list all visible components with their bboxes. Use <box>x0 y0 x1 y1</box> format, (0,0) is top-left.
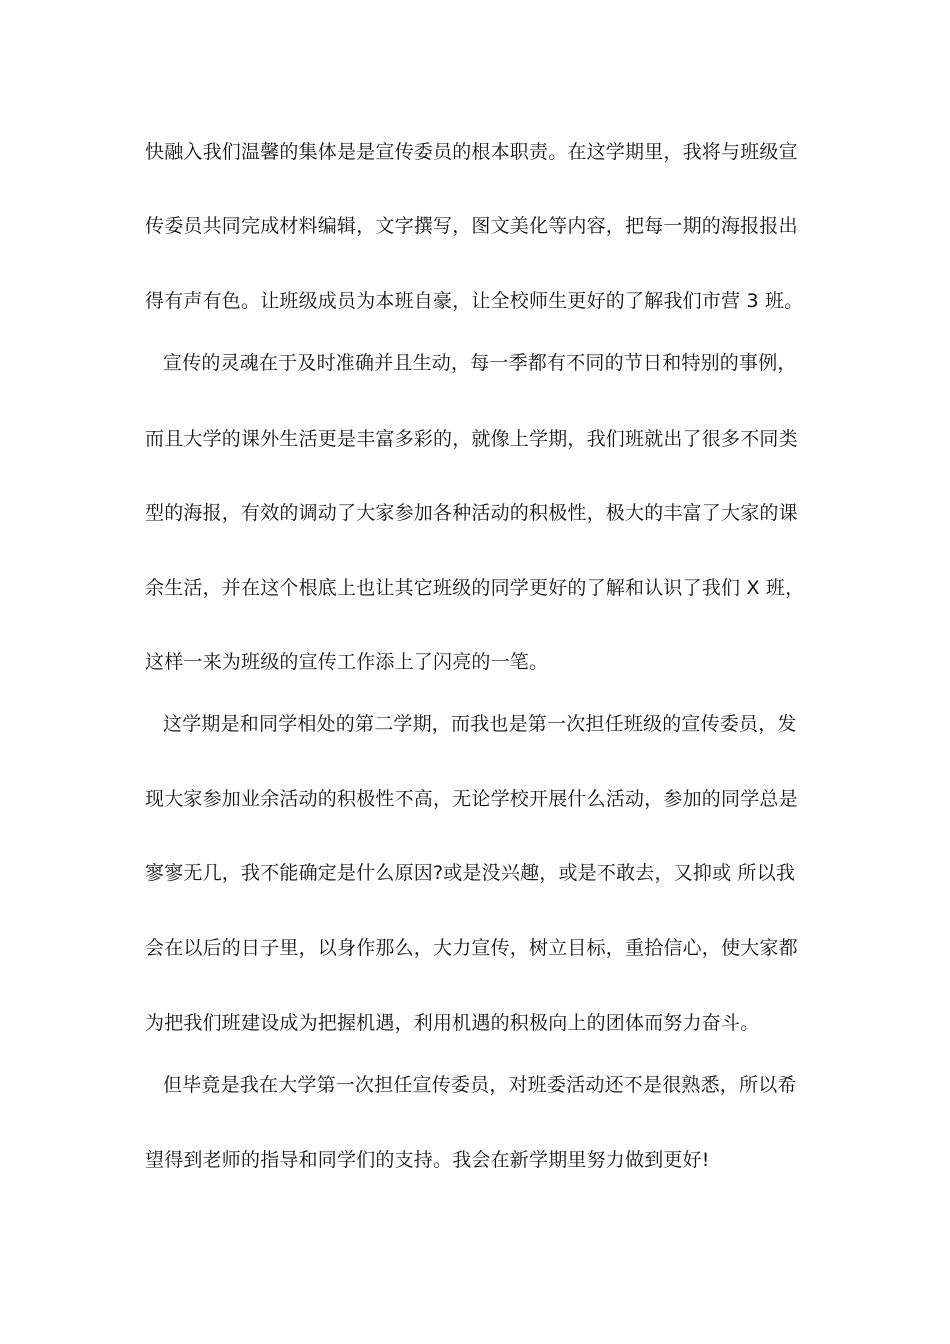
paragraph-line: 传委员共同完成材料编辑，文字撰写，图文美化等内容，把每一期的海报报出 <box>145 215 798 237</box>
paragraph-line: 而且大学的课外生活更是丰富多彩的，就像上学期，我们班就出了很多不同类 <box>145 428 798 450</box>
paragraph-line: 为把我们班建设成为把握机遇，利用机遇的积极向上的团体而努力奋斗。 <box>145 1012 760 1034</box>
paragraph-line-indented: 但毕竟是我在大学第一次担任宣传委员，对班委活动还不是很熟悉，所以希 <box>163 1074 797 1096</box>
paragraph-line: 型的海报，有效的调动了大家参加各种活动的积极性，极大的丰富了大家的课 <box>145 502 798 524</box>
paragraph-line: 望得到老师的指导和同学们的支持。我会在新学期里努力做到更好! <box>145 1149 710 1171</box>
paragraph-line-indented: 宣传的灵魂在于及时准确并且生动，每一季都有不同的节日和特别的事例， <box>163 352 797 374</box>
paragraph-line: 会在以后的日子里，以身作那么，大力宣传，树立目标，重拾信心，使大家都 <box>145 937 798 959</box>
paragraph-line: 这样一来为班级的宣传工作添上了闪亮的一笔。 <box>145 651 549 673</box>
paragraph-line: 寥寥无几，我不能确定是什么原因?或是没兴趣，或是不敢去，又抑或 所以我 <box>145 862 796 884</box>
paragraph-line: 快融入我们温馨的集体是是宣传委员的根本职责。在这学期里，我将与班级宣 <box>145 141 798 163</box>
paragraph-line: 现大家参加业余活动的积极性不高，无论学校开展什么活动，参加的同学总是 <box>145 788 798 810</box>
paragraph-line-indented: 这学期是和同学相处的第二学期，而我也是第一次担任班级的宣传委员，发 <box>163 713 797 735</box>
paragraph-line: 得有声有色。让班级成员为本班自豪，让全校师生更好的了解我们市营 3 班。 <box>145 290 804 312</box>
paragraph-line: 余生活，并在这个根底上也让其它班级的同学更好的了解和认识了我们 X 班， <box>145 577 805 599</box>
